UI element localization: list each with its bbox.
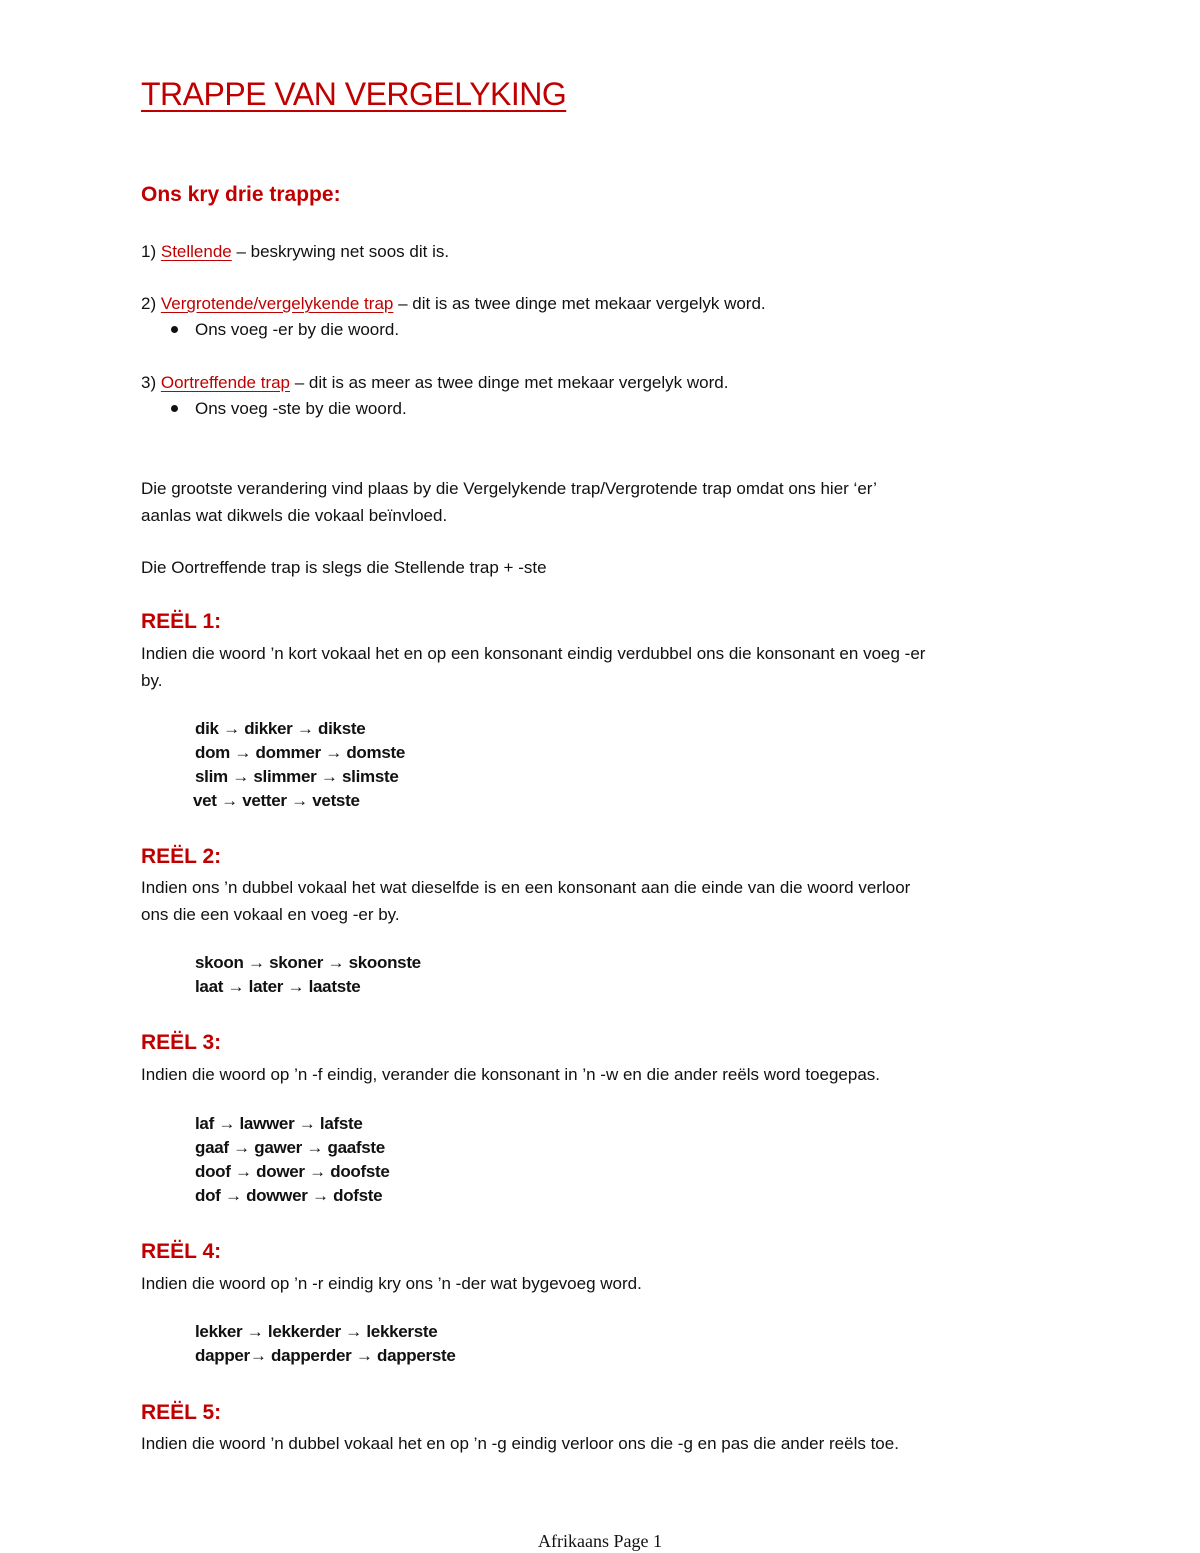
example-line: slim → slimmer → slimste [195, 767, 399, 786]
list-item [141, 290, 766, 317]
rule-text: Indien die woord ’n kort vokaal het en op een konsonant eindig verdubbel ons die konsonant en voeg -er [141, 644, 926, 663]
item-description: – dit is as twee dinge met mekaar vergelyk word. [393, 294, 766, 313]
example-line: gaaf → gawer → gaafste [195, 1138, 385, 1157]
example-line: dom → dommer → domste [195, 743, 406, 762]
bullet-text: Ons voeg -er by die woord. [195, 320, 400, 339]
rule-heading: REËL 3: [141, 1031, 222, 1054]
rule-text: Indien die woord op ’n -f eindig, verander die konsonant in ’n -w en die ander reëls word toegepas. [141, 1065, 881, 1084]
example-line: doof → dower → doofste [195, 1162, 390, 1181]
example-line: dapper→ dapperder → dapperste [195, 1346, 456, 1365]
bullet-icon [171, 326, 178, 333]
item-number: 2) [141, 294, 157, 313]
item-description: – beskrywing net soos dit is. [231, 242, 450, 261]
rule-text: by. [141, 671, 163, 690]
item-term: Stellende [160, 242, 232, 261]
rule-heading: REËL 5: [141, 1401, 222, 1424]
list-item [141, 369, 728, 396]
paragraph: Die Oortreffende trap is slegs die Stellende trap + -ste [141, 558, 547, 577]
rule-text: Indien ons ’n dubbel vokaal het wat dieselfde is en een konsonant aan die einde van die woord verloor [141, 878, 911, 897]
rule-heading: REËL 4: [141, 1240, 222, 1263]
rule-text: ons die een vokaal en voeg -er by. [141, 905, 400, 924]
rule-text: Indien die woord ’n dubbel vokaal het en op ’n -g eindig verloor ons die -g en pas die ander reëls toe. [141, 1434, 899, 1453]
section-subheading: Ons kry drie trappe: [141, 183, 341, 206]
example-line: laat → later → laatste [195, 977, 361, 996]
list-item [141, 238, 449, 265]
bullet-text: Ons voeg -ste by die woord. [195, 399, 407, 418]
example-line: dik → dikker → dikste [195, 719, 366, 738]
example-line: dof → dowwer → dofste [195, 1186, 383, 1205]
example-line: skoon → skoner → skoonste [195, 953, 421, 972]
item-description: – dit is as meer as twee dinge met mekaar vergelyk word. [290, 373, 729, 392]
rule-text: Indien die woord op ’n -r eindig kry ons ’n -der wat bygevoeg word. [141, 1274, 642, 1293]
item-number: 3) [141, 373, 157, 392]
item-term: Vergrotende/vergelykende trap [160, 294, 394, 313]
paragraph-line: Die grootste verandering vind plaas by die Vergelykende trap/Vergrotende trap omdat ons hier ‘er’ [141, 479, 877, 498]
paragraph-line: aanlas wat dikwels die vokaal beïnvloed. [141, 506, 448, 525]
page-title: TRAPPE VAN VERGELYKING [141, 76, 567, 112]
example-line: lekker → lekkerder → lekkerste [195, 1322, 438, 1341]
item-number: 1) [141, 242, 157, 261]
item-term: Oortreffende trap [160, 373, 291, 392]
rule-heading: REËL 1: [141, 610, 222, 633]
rule-heading: REËL 2: [141, 845, 222, 868]
bullet-icon [171, 405, 178, 412]
example-line: laf → lawwer → lafste [195, 1114, 363, 1133]
example-line: vet → vetter → vetste [193, 791, 360, 810]
page-footer: Afrikaans Page 1 [538, 1531, 662, 1551]
